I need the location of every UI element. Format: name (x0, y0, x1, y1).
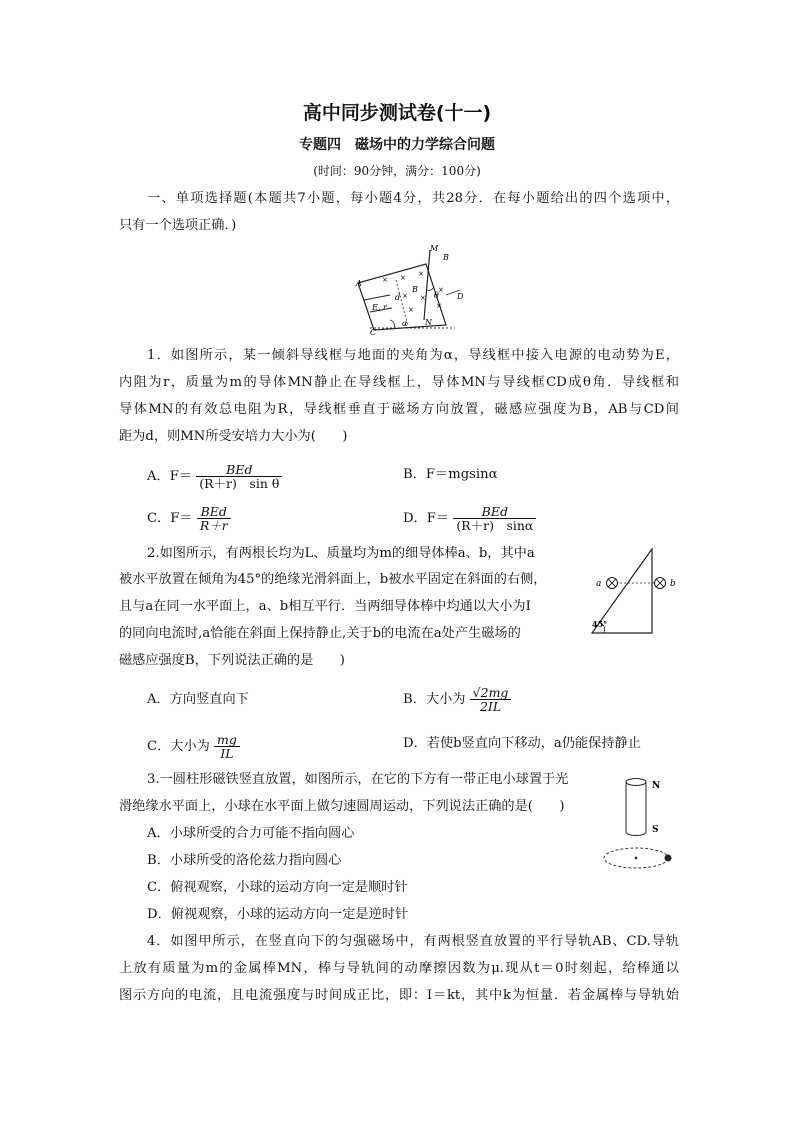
svg-text:×: × (402, 292, 408, 300)
q1-option-a-prefix: A．F＝ (147, 469, 193, 484)
q1-line1: 1．如图所示，某一倾斜导线框与地面的夹角为α，导线框中接入电源的电动势为E， (147, 348, 679, 363)
page-subtitle: 专题四 磁场中的力学综合问题 (299, 137, 495, 153)
q2-line2: 被水平放置在倾角为45°的绝缘光滑斜面上，b被水平固定在斜面的右侧， (119, 572, 547, 587)
fig2-label-a: a (596, 579, 602, 589)
svg-text:×: × (382, 276, 388, 284)
figure-incline-rods (588, 545, 684, 637)
q1-line4: 距为d，则MN所受安培力大小为( ) (119, 429, 348, 444)
svg-text:×: × (420, 294, 426, 302)
fig1-label-alpha: α (402, 319, 408, 328)
q1-option-a (147, 463, 282, 490)
section-heading-line1: 一、单项选择题(本题共7小题，每小题4分，共28分．在每小题给出的四个选项中， (147, 191, 679, 206)
q1-option-d-prefix: D．F＝ (403, 511, 450, 526)
fig3-label-N: N (652, 781, 661, 791)
section-heading-line2: 只有一个选项正确．) (119, 218, 237, 233)
q2-option-b (403, 686, 511, 713)
fig1-label-M: M (430, 244, 439, 253)
page-title: 高中同步测试卷(十一) (302, 102, 492, 124)
figure-tilted-frame (350, 240, 470, 335)
q1-option-a-num: BEd (196, 463, 282, 477)
fig1-label-d: d (395, 293, 401, 302)
q3-line1: 3.一圆柱形磁铁竖直放置，如图所示，在它的下方有一带正电小球置于光 (147, 772, 569, 787)
time-note: (时间：90分钟，满分：100分) (313, 164, 481, 178)
q2-line1: 2.如图所示，有两根长均为L、质量均为m的细导体棒a、b，其中a (147, 546, 535, 561)
fig2-label-b: b (670, 579, 676, 589)
fig2-label-angle: 45° (592, 619, 608, 629)
q1-option-d-num: BEd (453, 505, 536, 519)
q1-option-a-fraction (196, 463, 282, 490)
q3-option-d: D．俯视观察，小球的运动方向一定是逆时针 (147, 907, 409, 922)
q2-line4: 的同向电流时,a恰能在斜面上保持静止,关于b的电流在a处产生磁场的 (119, 626, 521, 641)
q2-option-d: D．若使b竖直向下移动，a仍能保持静止 (403, 736, 641, 751)
figure-magnet-ball (600, 768, 684, 876)
fig1-label-C: C (370, 328, 377, 335)
q1-option-c-fraction (197, 505, 231, 532)
fig1-label-A: A (356, 279, 362, 288)
fig1-label-D: D (457, 292, 464, 301)
q2-option-c-prefix: C．大小为 (147, 739, 210, 754)
q1-line3: 导体MN的有效总电阻为R，导线框垂直于磁场方向放置，磁感应强度为B，AB与CD间 (119, 402, 679, 417)
q4-line2: 上放有质量为m的金属棒MN，棒与导轨间的动摩擦因数为μ.现从t＝0时刻起，给棒通以 (119, 961, 679, 976)
q2-line5: 磁感应强度B，下列说法正确的是 ) (119, 653, 345, 668)
q2-option-a: A．方向竖直向下 (147, 692, 249, 707)
q2-option-b-prefix: B．大小为 (403, 692, 466, 707)
q3-option-a: A．小球所受的合力可能不指向圆心 (147, 826, 355, 841)
q3-option-b: B．小球所受的洛伦兹力指向圆心 (147, 853, 342, 868)
q1-option-d-fraction (453, 505, 536, 532)
q1-option-c-num: BEd (197, 505, 231, 519)
q1-option-c-prefix: C．F＝ (147, 511, 193, 526)
q2-option-b-fraction (470, 686, 512, 713)
svg-text:×: × (436, 302, 442, 310)
q4-line1: 4．如图甲所示，在竖直向下的匀强磁场中，有两根竖直放置的平行导轨AB、CD.导轨 (147, 934, 679, 949)
q1-option-d (403, 505, 536, 532)
svg-text:×: × (418, 270, 424, 278)
fig3-label-S: S (652, 825, 659, 835)
fig1-label-Er: E, r (372, 303, 387, 312)
svg-text:×: × (438, 286, 444, 294)
q4-line3: 图示方向的电流，且电流强度与时间成正比，即：I＝kt，其中k为恒量．若金属棒与导轨始 (119, 988, 679, 1003)
q1-option-c (147, 505, 231, 532)
q1-line2: 内阻为r，质量为m的导体MN静止在导线框上，导体MN与导线框CD成θ角．导线框和 (119, 375, 679, 390)
fig1-label-theta: θ (434, 291, 439, 300)
q2-option-c-den: IL (220, 746, 234, 761)
fig1-label-B-mid: B (412, 285, 418, 294)
q1-option-b: B．F＝mgsinα (403, 467, 498, 482)
q2-option-c-fraction (214, 733, 240, 760)
fig1-label-N: N (425, 318, 432, 327)
svg-text:×: × (400, 274, 406, 282)
svg-text:×: × (408, 306, 414, 314)
q2-line3: 且与a在同一水平面上，a、b相互平行．当两细导体棒中均通以大小为I (119, 599, 531, 614)
q2-option-b-den: 2IL (479, 699, 502, 714)
q3-line2: 滑绝缘水平面上，小球在水平面上做匀速圆周运动，下列说法正确的是( ) (119, 799, 565, 814)
q2-option-c (147, 733, 240, 760)
q2-option-c-num: mg (214, 733, 240, 747)
q1-option-a-den: (R＋r) sin θ (199, 476, 280, 491)
fig1-label-B-top: B (443, 253, 449, 262)
q1-option-d-den: (R＋r) sinα (456, 518, 534, 533)
q3-option-c: C．俯视观察，小球的运动方向一定是顺时针 (147, 880, 408, 895)
q1-option-c-den: R＋r (199, 518, 228, 533)
q2-option-b-num: √2mg (470, 686, 512, 700)
